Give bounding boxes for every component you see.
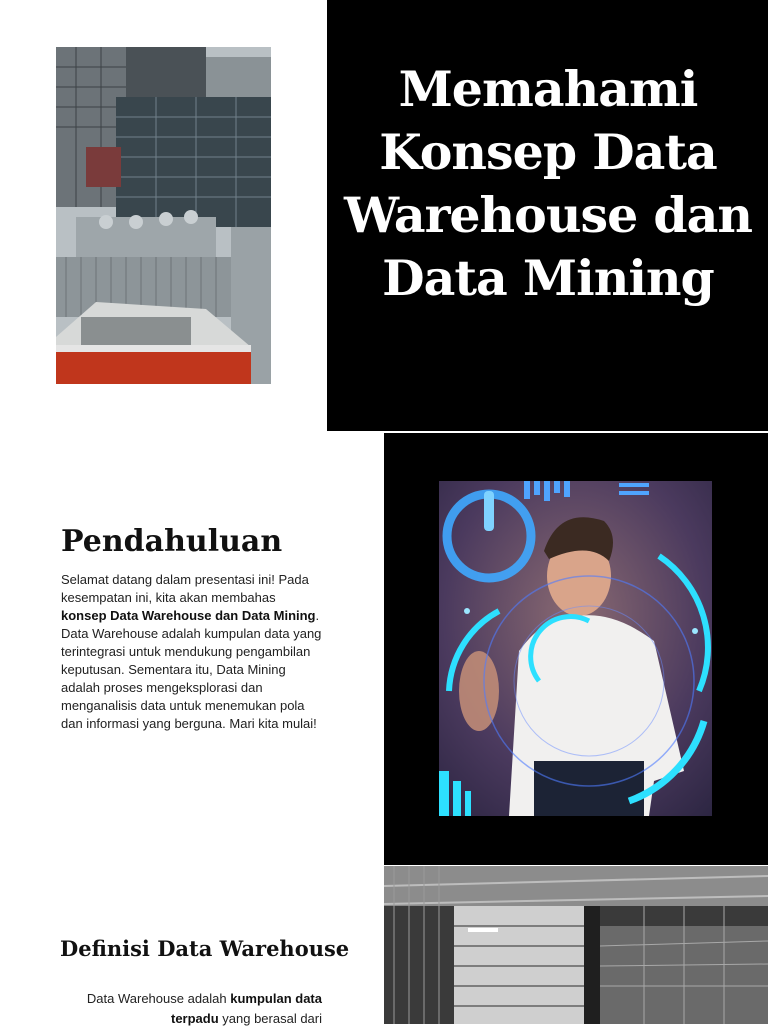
- section-heading-definisi: Definisi Data Warehouse: [60, 936, 350, 961]
- definition-text-start: Data Warehouse adalah: [86, 991, 231, 1006]
- definition-text-bold: kumpulan data terpadu: [170, 991, 322, 1026]
- definition-text-end: yang berasal dari: [218, 1011, 322, 1026]
- intro-text-bold: konsep Data Warehouse dan Data Mining: [61, 608, 316, 623]
- intro-paragraph: [61, 571, 323, 733]
- section-heading-pendahuluan: Pendahuluan: [61, 524, 283, 559]
- slide-title: Memahami Konsep Data Warehouse dan Data Mining: [344, 60, 752, 307]
- tech-person-photo: [439, 481, 712, 816]
- intro-text-start: Selamat datang dalam presentasi ini! Pada kesempatan ini, kita akan membahas: [61, 572, 309, 605]
- definition-paragraph: [60, 989, 322, 1029]
- building-photo: [56, 47, 271, 384]
- warehouse-structure-photo: [384, 866, 768, 1024]
- intro-text-end: . Data Warehouse adalah kumpulan data yang terintegrasi untuk mendukung pengambilan keputusan. Sementara itu, Data Mining adalah proses mengeksplorasi dan menganalisis data untuk menemukan pola dan informasi yang berguna. Mari kita mulai!: [61, 608, 322, 731]
